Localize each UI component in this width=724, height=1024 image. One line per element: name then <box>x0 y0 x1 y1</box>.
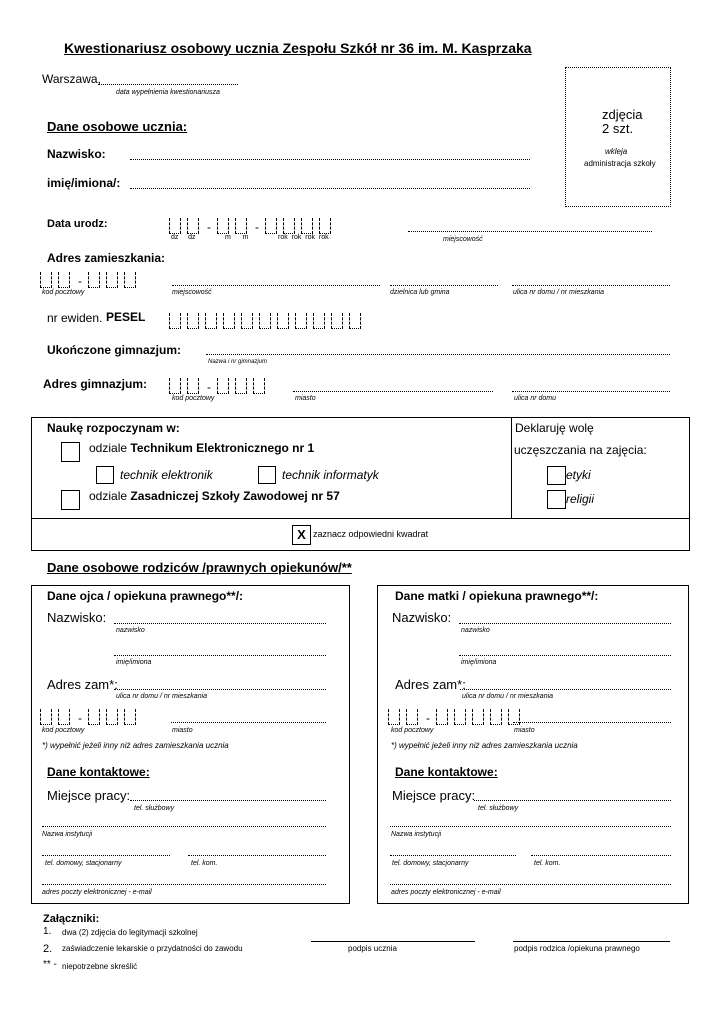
attachments-heading: Załączniki: <box>43 913 100 925</box>
spec-electronic-label: technik elektronik <box>120 468 213 482</box>
address-street-field[interactable] <box>512 285 670 286</box>
study-heading: Naukę rozpoczynam w: <box>47 421 180 435</box>
mother-zip-field[interactable]: - <box>388 705 526 725</box>
attachment-3: niepotrzebne skreślić <box>62 962 138 971</box>
gym-name-field[interactable] <box>206 354 670 355</box>
mother-home-phone-field[interactable] <box>390 855 516 856</box>
father-city-caption: miasto <box>172 727 193 734</box>
attachment-1: dwa (2) zdjęcia do legitymacji szkolnej <box>62 928 198 937</box>
street-caption: ulica nr domu / nr mieszkania <box>513 289 605 296</box>
attachment-2-number: 2. <box>43 943 53 955</box>
father-home-phone-field[interactable] <box>42 855 170 856</box>
father-work-phone-caption: tel. służbowy <box>134 805 175 812</box>
gym-label: Ukończone gimnazjum: <box>47 343 182 357</box>
address-city-field[interactable] <box>172 285 380 286</box>
parents-heading: Dane osobowe rodziców /prawnych opiekunów/** <box>47 560 352 575</box>
mother-work-phone-caption: tel. służbowy <box>478 805 519 812</box>
declare-line1: Deklaruję wolę <box>515 421 594 435</box>
school-box-divider <box>31 518 689 519</box>
birth-year-caption: rok rok rok rok <box>278 234 329 241</box>
gym-city-field[interactable] <box>293 391 493 392</box>
surname-field[interactable] <box>130 159 530 160</box>
photo-label-2: 2 szt. <box>602 121 634 136</box>
father-names-caption: imię/imiona <box>116 659 152 666</box>
mother-inst-caption: Nazwa instytucji <box>391 831 442 838</box>
father-inst-caption: Nazwa instytucji <box>42 831 93 838</box>
father-work-label: Miejsce pracy: <box>47 788 131 803</box>
birth-place-field[interactable] <box>408 231 652 232</box>
mother-address-caption: ulica nr domu / nr mieszkania <box>462 693 554 700</box>
mother-city-field[interactable] <box>513 722 671 723</box>
father-note: *) wypełnić jeżeli inny niż adres zamieszkania ucznia <box>42 741 229 750</box>
father-contact-heading: Dane kontaktowe: <box>47 765 150 779</box>
school-box-vdivider <box>511 417 512 518</box>
father-mobile-field[interactable] <box>188 855 326 856</box>
birth-month-caption: m m <box>225 234 249 241</box>
father-address-caption: ulica nr domu / nr mieszkania <box>116 693 208 700</box>
religion-checkbox[interactable] <box>547 490 566 509</box>
spec-it-checkbox[interactable] <box>258 466 276 484</box>
birth-date-field[interactable]: - - <box>169 214 337 234</box>
mother-note: *) wypełnić jeżeli inny niż adres zamieszkania ucznia <box>391 741 578 750</box>
parent-signature-caption: podpis rodzica /opiekuna prawnego <box>514 944 640 953</box>
surname-label: Nazwisko: <box>47 147 106 161</box>
father-work-phone-field[interactable] <box>130 800 326 801</box>
father-email-field[interactable] <box>42 884 326 885</box>
gym-zip-field[interactable]: - <box>169 374 271 394</box>
mother-names-field[interactable] <box>459 655 671 656</box>
father-heading: Dane ojca / opiekuna prawnego**/: <box>47 589 244 603</box>
page-title: Kwestionariusz osobowy ucznia Zespołu Szkół nr 36 im. M. Kasprzaka <box>64 40 532 56</box>
father-zip-field[interactable]: - <box>40 705 142 725</box>
names-field[interactable] <box>130 188 530 189</box>
father-surname-field[interactable] <box>114 623 326 624</box>
declare-line2: uczęszczania na zajęcia: <box>514 443 647 457</box>
father-zip-caption: kod pocztowy <box>42 727 85 734</box>
zip-field[interactable]: - <box>40 268 142 288</box>
mother-work-phone-field[interactable] <box>474 800 671 801</box>
mother-inst-field[interactable] <box>390 826 671 827</box>
father-surname-label: Nazwisko: <box>47 610 107 625</box>
mother-mobile-caption: tel. kom. <box>534 860 561 867</box>
attachment-3-number: ** - <box>43 959 57 970</box>
mother-home-phone-caption: tel. domowy, stacjonarny <box>392 860 469 867</box>
zsz-checkbox[interactable] <box>61 490 80 510</box>
mark-example-box: X <box>292 525 311 545</box>
photo-label-1: zdjęcia <box>602 107 643 122</box>
address-label: Adres zamieszkania: <box>47 251 166 265</box>
mother-work-label: Miejsce pracy: <box>392 788 476 803</box>
mother-email-caption: adres poczty elektronicznej - e-mail <box>391 889 501 896</box>
attachment-1-number: 1. <box>43 926 52 937</box>
mark-note: zaznacz odpowiedni kwadrat <box>313 529 429 539</box>
gym-street-caption: ulica nr domu <box>514 395 557 402</box>
mother-surname-label: Nazwisko: <box>392 610 452 625</box>
student-signature-caption: podpis ucznia <box>348 944 397 953</box>
gym-caption: Nazwa i nr gimnazjum <box>208 359 268 365</box>
gym-zip-caption: kod pocztowy <box>172 395 215 402</box>
birth-place-caption: miejscowość <box>443 236 483 243</box>
attachment-2: zaświadczenie lekarskie o przydatności do zawodu <box>62 944 243 953</box>
mother-address-field[interactable] <box>460 689 671 690</box>
student-heading: Dane osobowe ucznia: <box>47 119 188 134</box>
father-names-field[interactable] <box>114 655 326 656</box>
date-field[interactable] <box>98 84 238 85</box>
address-district-field[interactable] <box>390 285 498 286</box>
gym-street-field[interactable] <box>512 391 670 392</box>
mother-contact-heading: Dane kontaktowe: <box>395 765 498 779</box>
father-address-label: Adres zam*: <box>47 677 118 692</box>
pesel-field[interactable] <box>169 309 367 329</box>
mother-mobile-field[interactable] <box>531 855 671 856</box>
district-caption: dzielnica lub gmina <box>390 289 450 296</box>
father-email-caption: adres poczty elektronicznej - e-mail <box>42 889 152 896</box>
father-surname-caption: nazwisko <box>116 627 145 634</box>
father-mobile-caption: tel. kom. <box>191 860 218 867</box>
mother-surname-field[interactable] <box>459 623 671 624</box>
pesel-label: PESEL <box>106 310 146 324</box>
father-inst-field[interactable] <box>42 826 326 827</box>
father-city-field[interactable] <box>171 722 326 723</box>
mother-city-caption: miasto <box>514 727 535 734</box>
gym-city-caption: miasto <box>295 395 316 402</box>
city-label: Warszawa, <box>42 72 101 86</box>
mother-zip-caption: kod pocztowy <box>391 727 434 734</box>
father-address-field[interactable] <box>114 689 326 690</box>
religion-label: religii <box>566 492 595 506</box>
ethics-checkbox[interactable] <box>547 466 566 485</box>
zip-caption: kod pocztowy <box>42 289 85 296</box>
photo-label-4: administracja szkoły <box>584 159 656 168</box>
spec-electronic-checkbox[interactable] <box>96 466 114 484</box>
gym-address-label: Adres gimnazjum: <box>43 377 148 391</box>
zsz-option: odziale Zasadniczej Szkoły Zawodowej nr 57 <box>89 489 340 503</box>
technikum-option: odziale Technikum Elektronicznego nr 1 <box>89 441 315 455</box>
date-caption: data wypełnienia kwestionariusza <box>116 89 220 96</box>
city-caption: miejscowość <box>172 289 212 296</box>
father-home-phone-caption: tel. domowy, stacjonarny <box>45 860 122 867</box>
parent-signature-line[interactable] <box>513 941 670 942</box>
mother-email-field[interactable] <box>390 884 671 885</box>
technikum-checkbox[interactable] <box>61 442 80 462</box>
mother-surname-caption: nazwisko <box>461 627 490 634</box>
photo-box <box>565 67 671 207</box>
mother-names-caption: imię/imiona <box>461 659 497 666</box>
spec-it-label: technik informatyk <box>282 468 379 482</box>
names-label: imię/imiona/: <box>47 176 121 190</box>
student-signature-line[interactable] <box>311 941 475 942</box>
pesel-prefix: nr ewiden. <box>47 311 103 325</box>
ethics-label: etyki <box>566 468 591 482</box>
mother-address-label: Adres zam*: <box>395 677 466 692</box>
birth-label: Data urodz: <box>47 218 108 230</box>
birth-day-caption: dz dz <box>171 234 196 241</box>
mother-heading: Dane matki / opiekuna prawnego**/: <box>395 589 599 603</box>
photo-label-3: wkleja <box>605 147 628 156</box>
